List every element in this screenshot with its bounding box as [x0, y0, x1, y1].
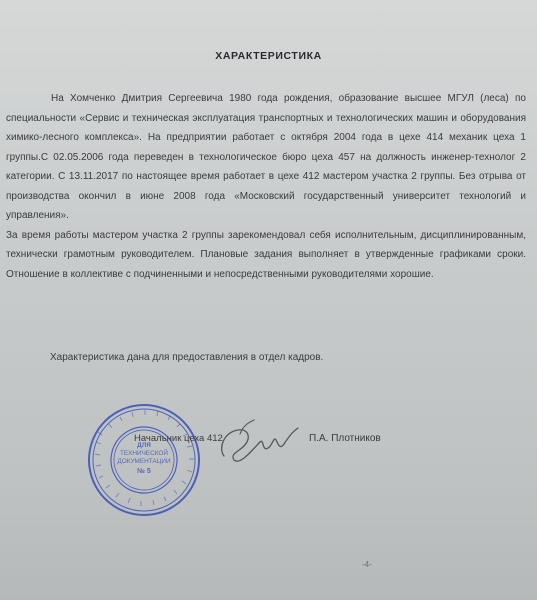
signatory-name: П.А. Плотников — [309, 433, 381, 444]
svg-text:ДЛЯ: ДЛЯ — [137, 442, 151, 449]
official-stamp — [86, 402, 202, 518]
signatory-position: Начальник цеха 412 — [134, 433, 223, 444]
svg-text:ДОКУМЕНТАЦИИ: ДОКУМЕНТАЦИИ — [117, 458, 171, 465]
paragraph-evaluation: За время работы мастером участка 2 группы зарекомендовал себя исполнительным, дисциплинированным, технически грамотным руководителем. Плановые задания выполняет в утвержденные графиками сроки. Отношение в коллективе с подчиненными и непосредственными руководителями хорошие. — [6, 229, 526, 280]
svg-text:№ 5: № 5 — [137, 468, 151, 475]
closing-line: Характеристика дана для предоставления в отдел кадров. — [50, 352, 324, 363]
paragraph-employment-history: На Хомченко Дмитрия Сергеевича 1980 года рождения, образование высшее МГУЛ (леса) по специальности «Сервис и техническая эксплуатация транспортных и технологических машин и оборудования химико-лесного комплекса». На предприятии работает с октября 2004 года в цехе 414 механик цеха 1 группы.С 02.05.2006 года переведен в технологическое бюро цеха 457 на должность инженер-технолог 2 категории. С 13.11.2017 по настоящее время работает в цехе 412 мастером участка 2 группы. Без отрыва от производства окончил в июне 2008 года «Московский государственный университет технологий и управления». — [6, 93, 526, 221]
handwritten-signature — [210, 418, 302, 472]
svg-text:ТЕХНИЧЕСКОЙ: ТЕХНИЧЕСКОЙ — [120, 450, 168, 457]
page-number: -4- — [362, 560, 372, 569]
document-title: ХАРАКТЕРИСТИКА — [215, 50, 322, 62]
document-body — [6, 89, 526, 284]
